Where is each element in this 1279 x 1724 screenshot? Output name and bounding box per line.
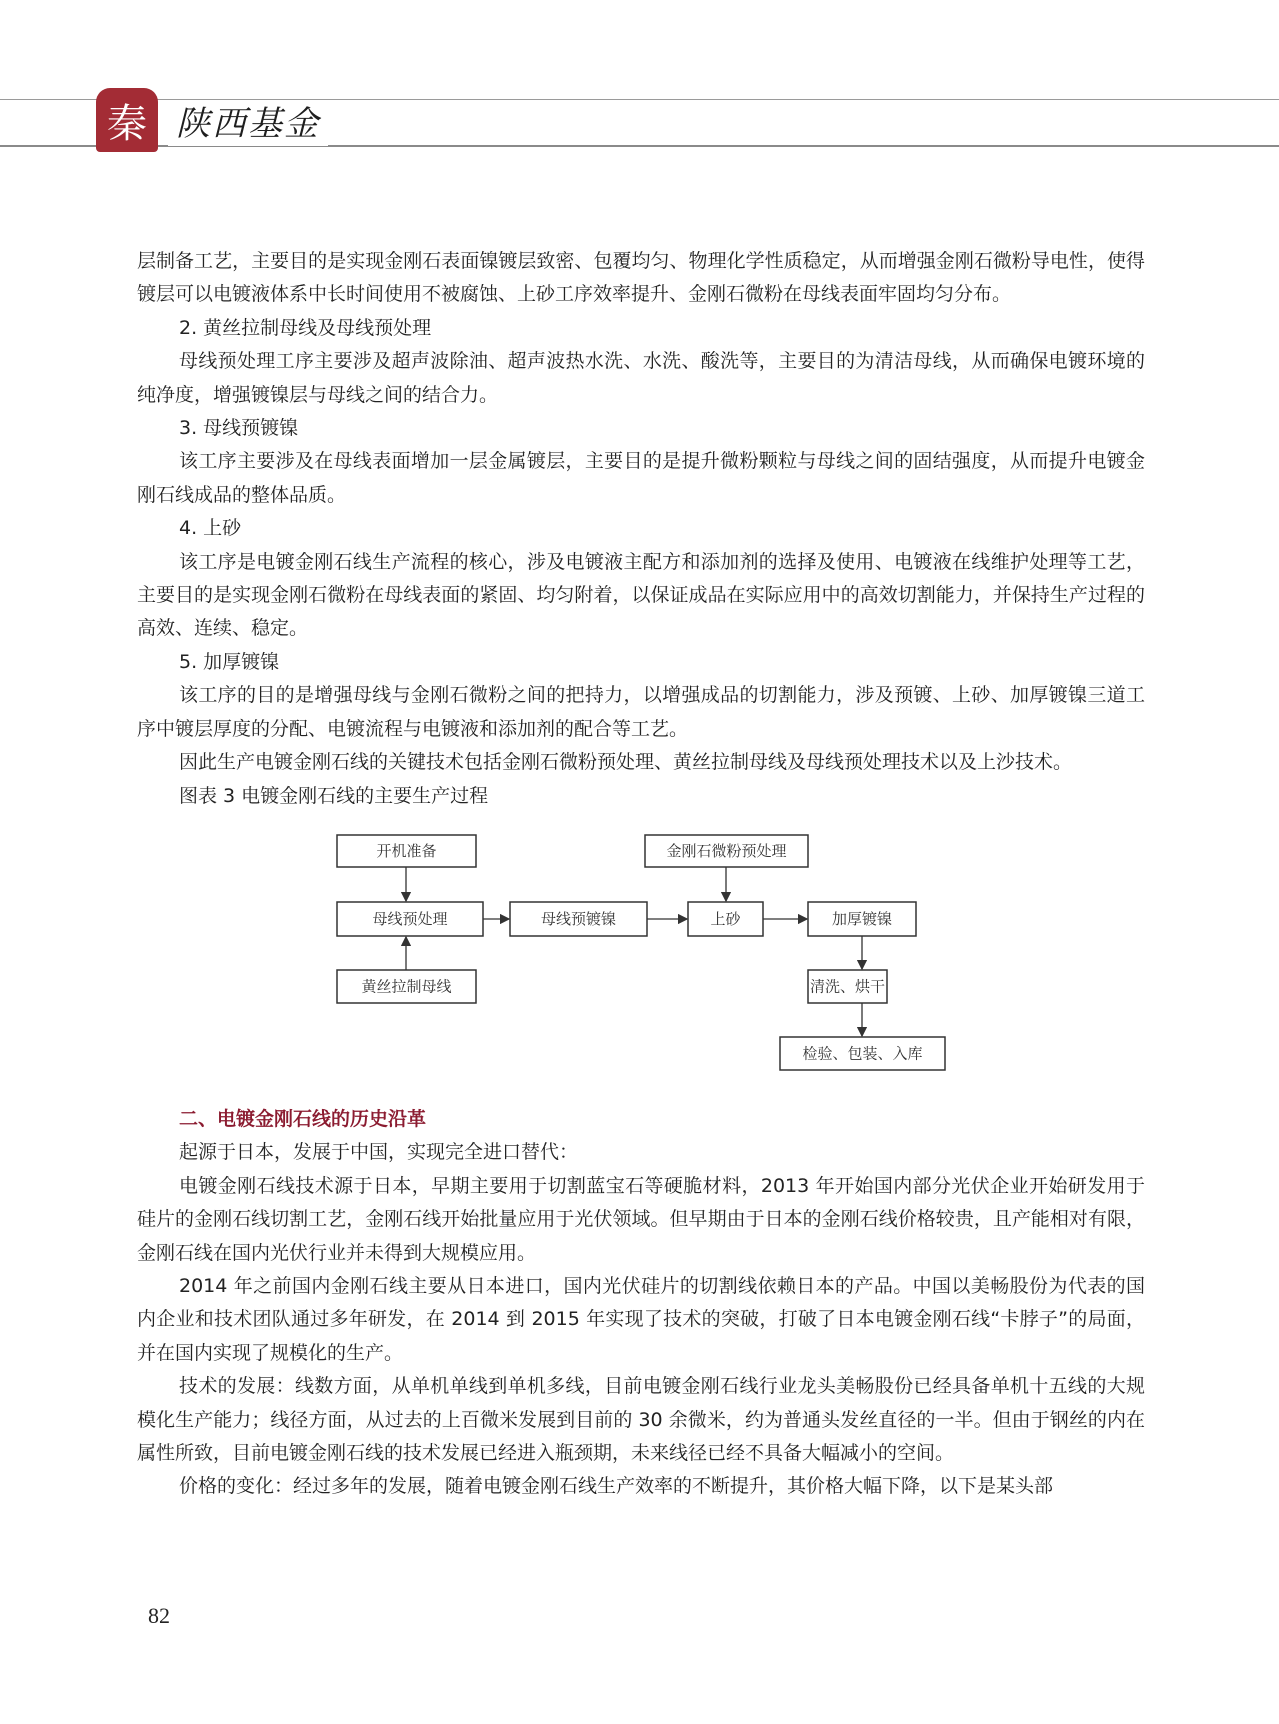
figure-caption: 图表 3 电镀金刚石线的主要生产过程 bbox=[179, 784, 489, 807]
paragraph: 母线预处理工序主要涉及超声波除油、超声波热水洗、水洗、酸洗等，主要目的为清洁母线，从而确保电镀环境的纯净度，增强镀镍层与母线之间的结合力。 bbox=[137, 350, 1145, 406]
document-body bbox=[137, 245, 1145, 1504]
process-flow-svg bbox=[137, 813, 1145, 1103]
paragraph: 层制备工艺，主要目的是实现金刚石表面镍镀层致密、包覆均匀、物理化学性质稳定，从而增强金刚石微粉导电性，使得镀层可以电镀液体系中长时间使用不被腐蚀、上砂工序效率提升、金刚石微粉在母线表面牢固均匀分布。 bbox=[137, 250, 1145, 306]
paragraph: 起源于日本，发展于中国，实现完全进口替代： bbox=[179, 1141, 579, 1164]
paragraph: 该工序的目的是增强母线与金刚石微粉之间的把持力，以增强成品的切割能力，涉及预镀、上砂、加厚镀镍三道工序中镀层厚度的分配、电镀流程与电镀液和添加剂的配合等工艺。 bbox=[137, 684, 1145, 740]
section-title: 二、电镀金刚石线的历史沿革 bbox=[179, 1107, 427, 1130]
label-huangsi: 黄丝拉制母线 bbox=[361, 977, 452, 996]
paragraph: 2014 年之前国内金刚石线主要从日本进口，国内光伏硅片的切割线依赖日本的产品。中国以美畅股份为代表的国内企业和技术团队通过多年研发，在 2014 到 2015 年实现了技术的突破，打破了日本电镀金刚石线“卡脖子”的局面，并在国内实现了规模化的生产。 bbox=[137, 1274, 1145, 1364]
paragraph: 因此生产电镀金刚石线的关键技术包括金刚石微粉预处理、黄丝拉制母线及母线预处理技术以及上沙技术。 bbox=[179, 751, 1073, 774]
paragraph: 该工序主要涉及在母线表面增加一层金属镀层，主要目的是提升微粉颗粒与母线之间的固结强度，从而提升电镀金刚石线成品的整体品质。 bbox=[137, 450, 1145, 506]
paragraph: 电镀金刚石线技术源于日本，早期主要用于切割蓝宝石等硬脆材料，2013 年开始国内部分光伏企业开始研发用于硅片的金刚石线切割工艺，金刚石线开始批量应用于光伏领域。但早期由于日本的金刚石线价格较贵，且产能相对有限，金刚石线在国内光伏行业并未得到大规模应用。 bbox=[137, 1174, 1145, 1264]
header-rule-top bbox=[0, 99, 1279, 100]
paragraph: 技术的发展：线数方面，从单机单线到单机多线，目前电镀金刚石线行业龙头美畅股份已经具备单机十五线的大规模化生产能力；线径方面，从过去的上百微米发展到目前的 30 余微米，约为普通头发丝直径的一半。但由于钢丝的内在属性所致，目前电镀金刚石线的技术发展已经进入瓶颈期，未来线径已经不具备大幅减小的空间。 bbox=[137, 1375, 1145, 1464]
process-diagram bbox=[137, 813, 1145, 1103]
page-number: 82 bbox=[148, 1603, 170, 1628]
label-qingxi: 清洗、烘干 bbox=[809, 977, 886, 996]
subheading: 4. 上砂 bbox=[179, 517, 242, 540]
brand-title: 陕西基金 bbox=[168, 102, 328, 146]
subheading: 2. 黄丝拉制母线及母线预处理 bbox=[179, 316, 432, 339]
label-muxian-yuchuli: 母线预处理 bbox=[372, 909, 448, 928]
label-jianyan: 检验、包装、入库 bbox=[802, 1044, 923, 1063]
subheading: 5. 加厚镀镍 bbox=[179, 650, 280, 673]
paragraph: 该工序是电镀金刚石线生产流程的核心，涉及电镀液主配方和添加剂的选择及使用、电镀液在线维护处理等工艺，主要目的是实现金刚石微粉在母线表面的紧固、均匀附着，以保证成品在实际应用中的高效切割能力，并保持生产过程的高效、连续、稳定。 bbox=[137, 550, 1145, 640]
seal-logo-icon: 秦 bbox=[96, 88, 158, 152]
label-shangsha: 上砂 bbox=[710, 909, 741, 928]
label-muxian-yudu: 母线预镀镍 bbox=[540, 909, 617, 928]
subheading: 3. 母线预镀镍 bbox=[179, 417, 299, 440]
label-jiahou: 加厚镀镍 bbox=[831, 909, 893, 928]
paragraph: 价格的变化：经过多年的发展，随着电镀金刚石线生产效率的不断提升，其价格大幅下降，以下是某头部 bbox=[179, 1475, 1054, 1498]
label-kaiji: 开机准备 bbox=[376, 841, 437, 860]
label-jingangshi: 金刚石微粉预处理 bbox=[666, 841, 787, 860]
